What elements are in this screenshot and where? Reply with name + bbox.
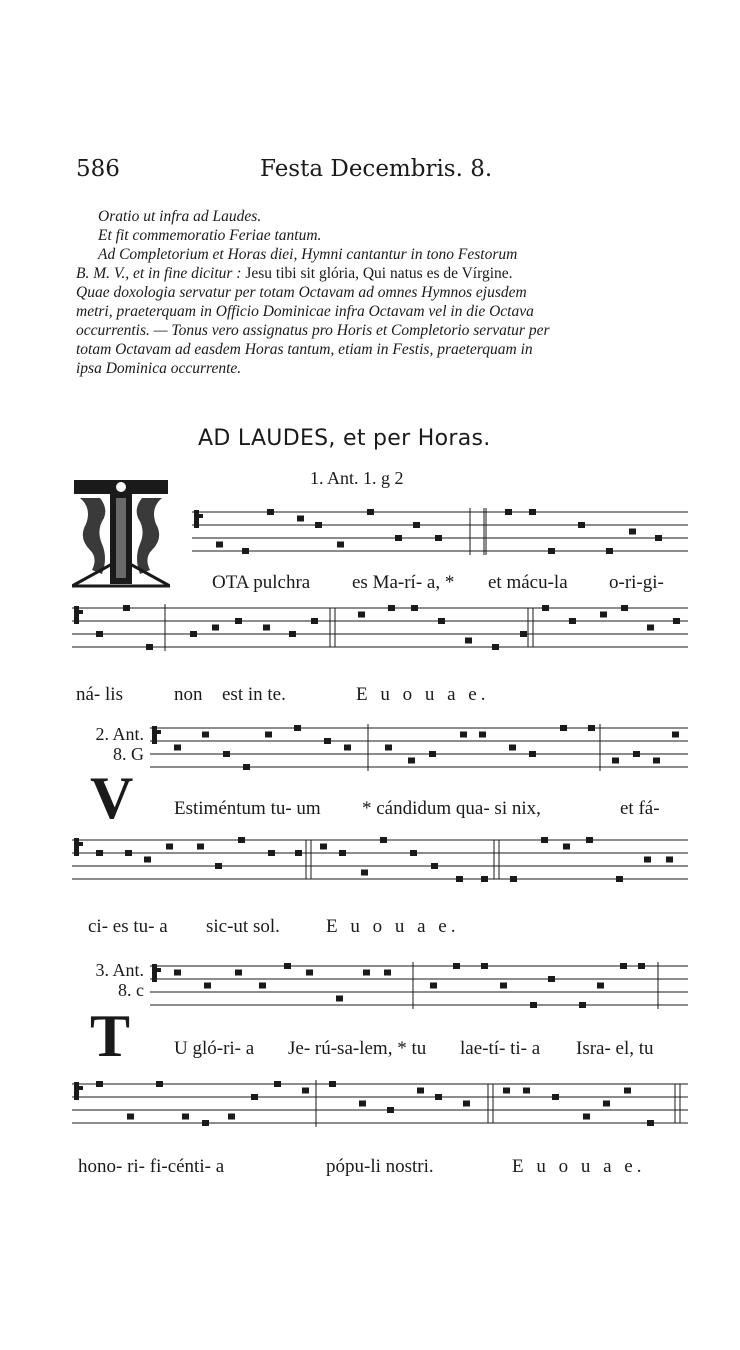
rubric-line: Ad Completorium et Horas diei, Hymni cantantur in tono Festorum [98, 246, 518, 263]
lyric-syllable: est in te. [222, 684, 286, 705]
antiphon-2-label [70, 724, 144, 764]
antiphon-mode: 8. c [118, 980, 144, 1000]
lyric-syllable: lae-tí- ti- a [460, 1038, 541, 1059]
lyric-syllable: et mácu-la [488, 572, 568, 593]
antiphon-number: 2. Ant. [95, 724, 144, 744]
euouae: E u o u a e. [356, 684, 490, 705]
lyric-syllable: U gló-ri- a [174, 1038, 255, 1059]
antiphon-mode: 8. G [113, 744, 144, 764]
lyric-syllable: es Ma-rí- a, * [352, 572, 455, 593]
euouae: E u o u a e. [512, 1156, 646, 1177]
lyric-syllable: Je- rú-sa-lem, * tu [288, 1038, 427, 1059]
rubric-line: Et fit commemoratio Feriae tantum. [98, 227, 322, 244]
rubric-line: Quae doxologia servatur per totam Octavam ad omnes Hymnos ejusdem [76, 284, 527, 301]
initial-letter: T [90, 1003, 131, 1069]
rubric-line: ipsa Dominica occurrente. [76, 360, 242, 377]
lyric-syllable: non [174, 684, 203, 705]
euouae: E u o u a e. [326, 916, 460, 937]
rubric-line: occurrentis. — Tonus vero assignatus pro Horis et Completorio servatur per [76, 322, 550, 339]
rubric-segment: B. M. V., et in fine dicitur : [76, 265, 242, 282]
lyric-syllable: ná- lis [76, 684, 123, 705]
lyric-syllable: et fá- [620, 798, 660, 819]
page-number: 586 [76, 156, 120, 182]
rubric-line: totam Octavam ad easdem Horas tantum, etiam in Festis, praeterquam in [76, 341, 533, 358]
lyric-syllable: Isra- el, tu [576, 1038, 654, 1059]
antiphon-number: 3. Ant. [95, 960, 144, 980]
lyric-syllable: hono- ri- fi-cénti- a [78, 1156, 225, 1177]
ornamental-initial-t [72, 478, 170, 588]
lyric-syllable: Estiméntum tu- um [174, 798, 321, 819]
section-title: AD LAUDES, et per Horas. [198, 426, 491, 451]
rubric-line: metri, praeterquam in Officio Dominicae infra Octavam vel in die Octava [76, 303, 534, 320]
lyric-syllable: o-ri-gi- [609, 572, 664, 593]
antiphon-1-label: 1. Ant. 1. g 2 [310, 468, 404, 488]
lyric-syllable: OTA pulchra [212, 572, 311, 593]
antiphon-3-label [70, 960, 144, 1000]
lyric-syllable: * cándidum qua- si nix, [362, 798, 541, 819]
running-head: Festa Decembris. 8. [260, 156, 493, 182]
lyric-syllable: sic-ut sol. [206, 916, 280, 937]
lyric-syllable: pópu-li nostri. [326, 1156, 434, 1177]
lyric-syllable: ci- es tu- a [88, 916, 168, 937]
initial-letter: V [90, 765, 134, 831]
rubric-line: Oratio ut infra ad Laudes. [98, 208, 262, 225]
doxology-text: Jesu tibi sit glória, Qui natus es de Vírgine. [245, 265, 513, 282]
